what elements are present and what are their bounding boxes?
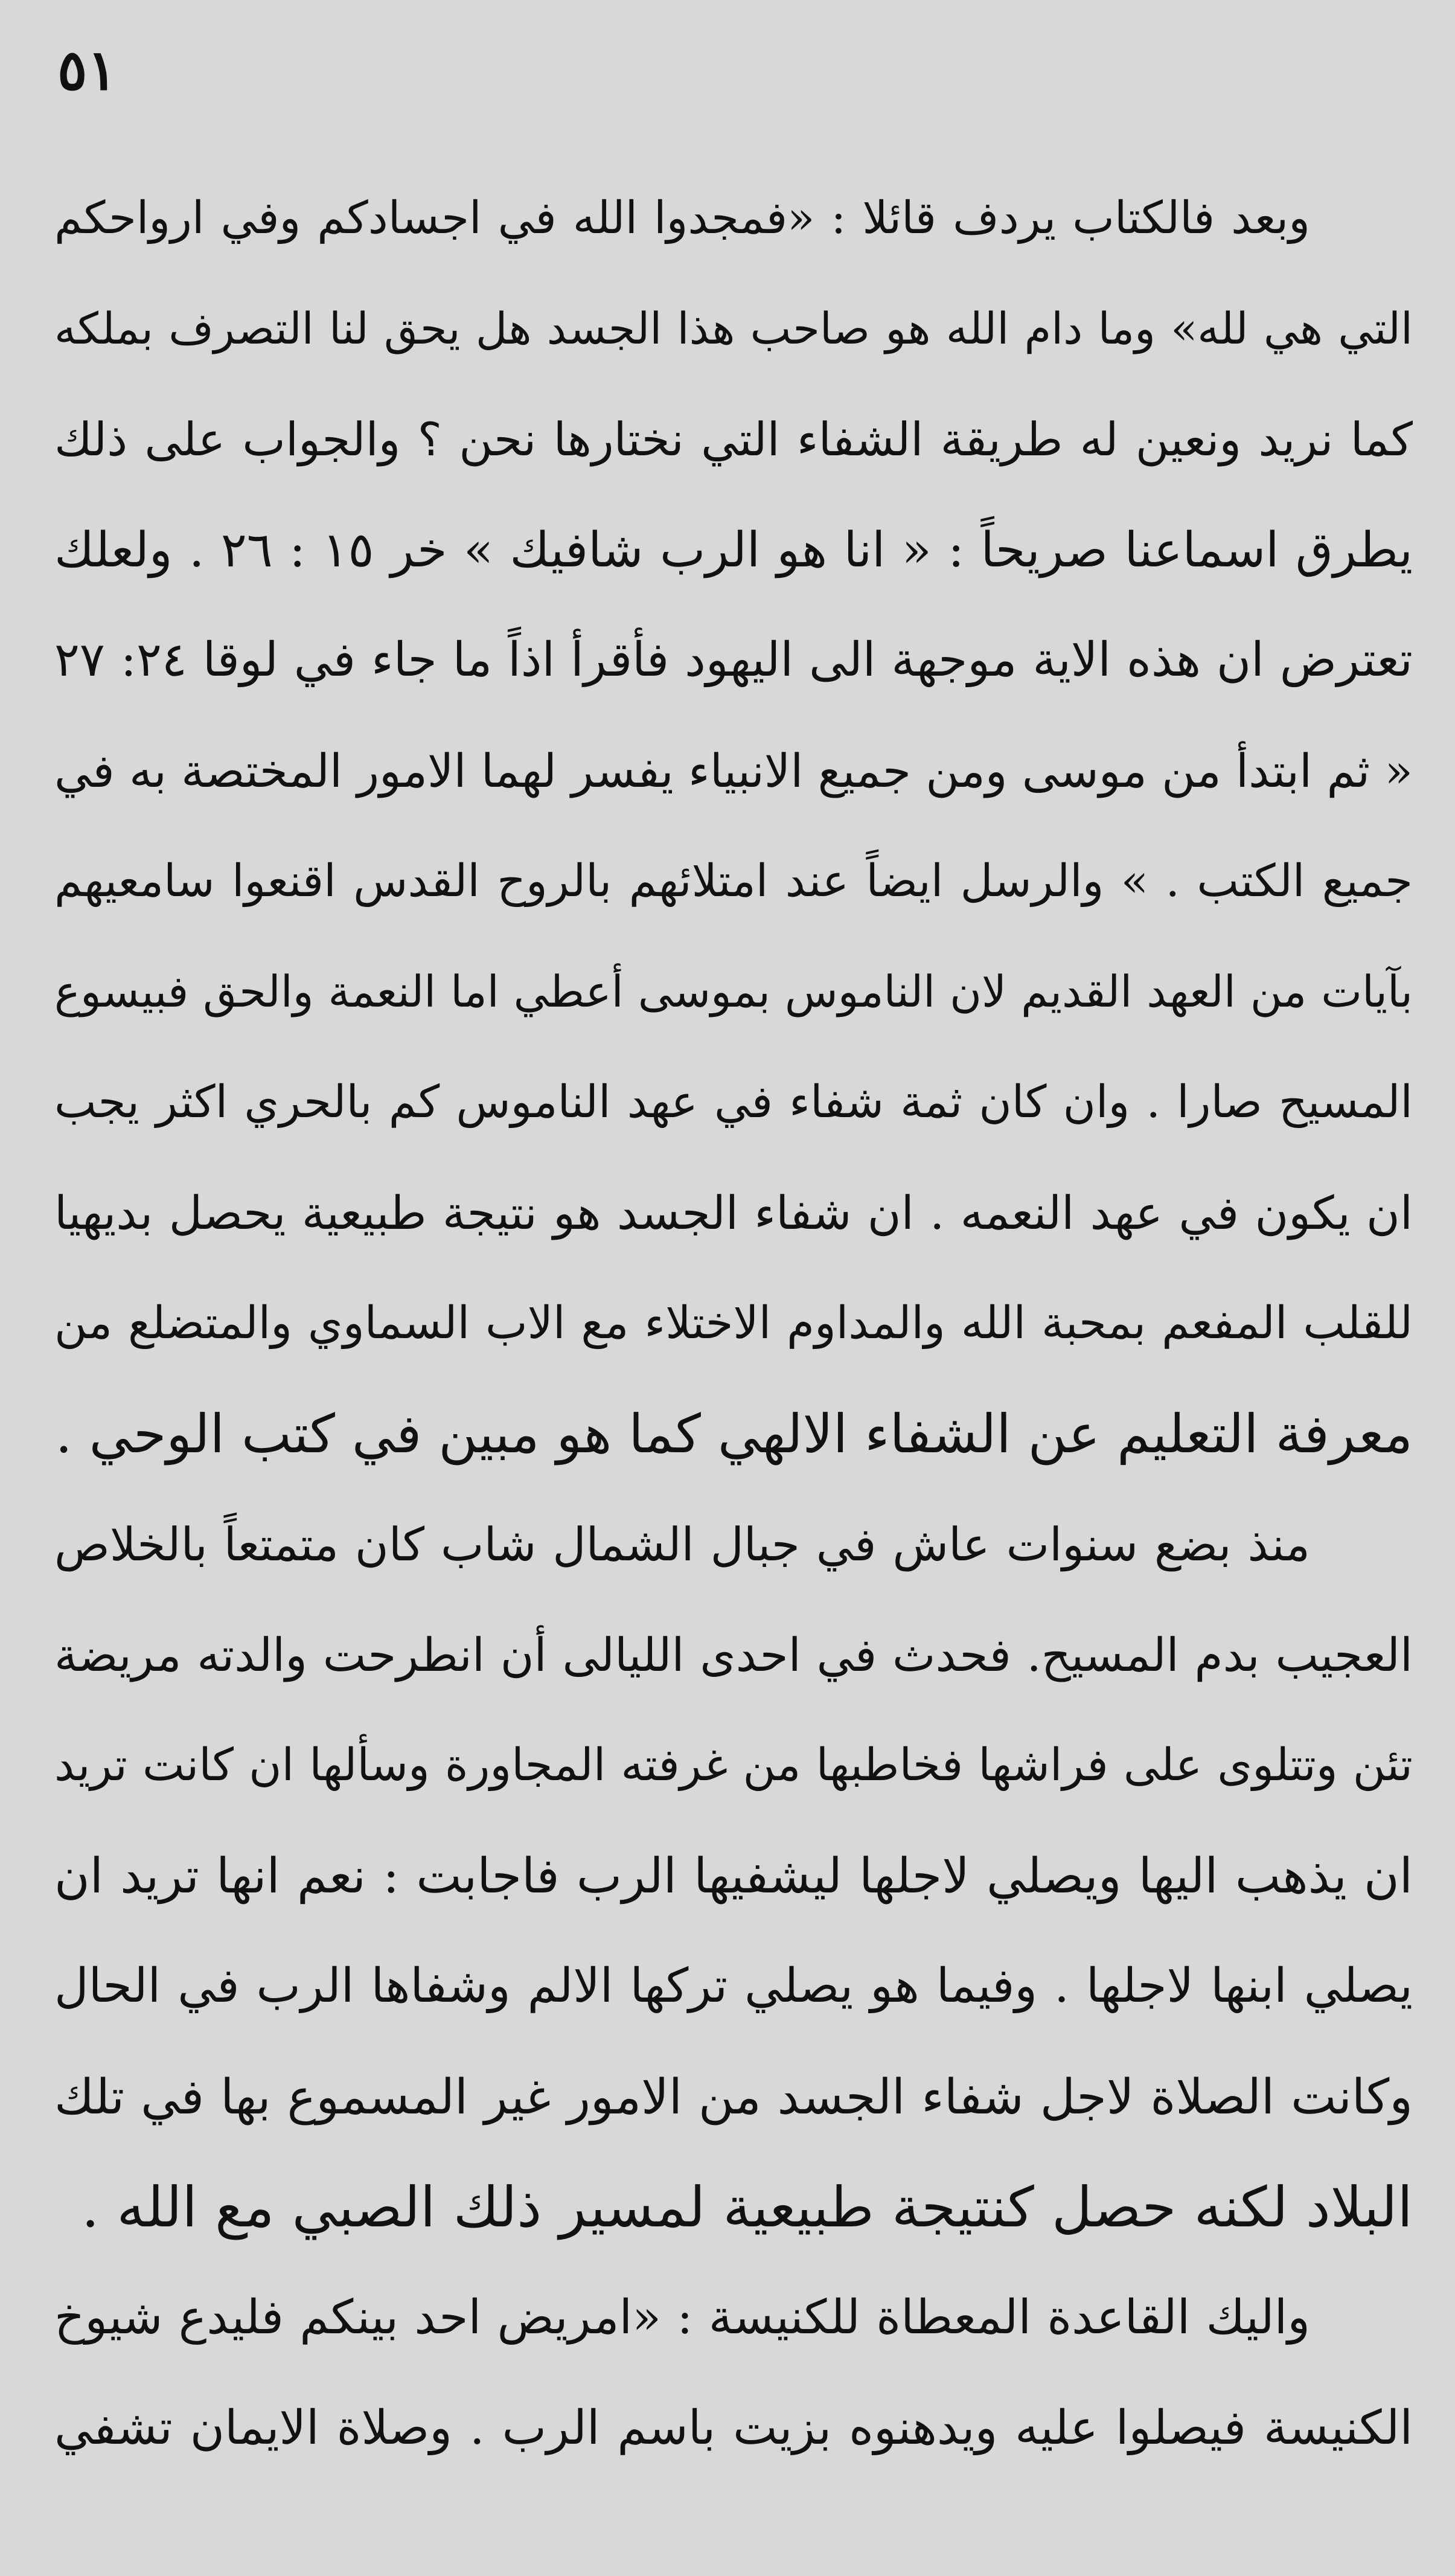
text-line: وبعد فالكتاب يردف قائلا : «فمجدوا الله في اجسادكم وفي ارواحكم [54, 192, 1310, 244]
text-line: جميع الكتب . » والرسل ايضاً عند امتلائهم بالروح القدس اقنعوا سامعيهم [54, 855, 1413, 907]
text-line: البلاد لكنه حصل كنتيجة طبيعية لمسير ذلك الصبي مع الله . [82, 2175, 1413, 2240]
text-line: ان يكون في عهد النعمه . ان شفاء الجسد هو نتيجة طبيعية يحصل بديهيا [54, 1186, 1413, 1240]
text-line: تعترض ان هذه الاية موجهة الى اليهود فأقرأ اذاً ما جاء في لوقا ٢٤: ٢٧ [54, 633, 1413, 687]
text-line: وكانت الصلاة لاجل شفاء الجسد من الامور غير المسموع بها في تلك [54, 2069, 1413, 2125]
text-line: للقلب المفعم بمحبة الله والمداوم الاختلاء مع الاب السماوي والمتضلع من [54, 1297, 1413, 1349]
text-line: ان يذهب اليها ويصلي لاجلها ليشفيها الرب فاجابت : نعم انها تريد ان [54, 1848, 1413, 1904]
text-line: تئن وتتلوى على فراشها فخاطبها من غرفته المجاورة وسألها ان كانت تريد [54, 1739, 1413, 1791]
text-line: الكنيسة فيصلوا عليه ويدهنوه بزيت باسم الرب . وصلاة الايمان تشفي [54, 2401, 1413, 2455]
text-line: واليك القاعدة المعطاة للكنيسة : «امريض احد بينكم فليدع شيوخ [54, 2290, 1310, 2345]
text-line: المسيح صارا . وان كان ثمة شفاء في عهد الناموس كم بالحري اكثر يجب [54, 1076, 1413, 1128]
page-number: ٥١ [57, 37, 117, 103]
text-line: منذ بضع سنوات عاش في جبال الشمال شاب كان متمتعاً بالخلاص [54, 1517, 1310, 1571]
text-line: بآيات من العهد القديم لان الناموس بموسى أعطي اما النعمة والحق فبيسوع [54, 966, 1413, 1017]
text-line: معرفة التعليم عن الشفاء الالهي كما هو مبين في كتب الوحي . [55, 1403, 1413, 1465]
text-line: التي هي لله» وما دام الله هو صاحب هذا الجسد هل يحق لنا التصرف بملكه [54, 303, 1413, 354]
text-line: يصلي ابنها لاجلها . وفيما هو يصلي تركها الالم وشفاها الرب في الحال [54, 1959, 1413, 2013]
body-text [54, 163, 1413, 2484]
text-line: « ثم ابتدأ من موسى ومن جميع الانبياء يفسر لهما الامور المختصة به في [54, 744, 1413, 798]
text-line: يطرق اسماعنا صريحاً : « انا هو الرب شافيك » خر ١٥ : ٢٦ . ولعلك [54, 522, 1413, 578]
text-line: كما نريد ونعين له طريقة الشفاء التي نختارها نحن ؟ والجواب على ذلك [54, 412, 1413, 466]
text-line: العجيب بدم المسيح. فحدث في احدى الليالى أن انطرحت والدته مريضة [54, 1628, 1413, 1682]
